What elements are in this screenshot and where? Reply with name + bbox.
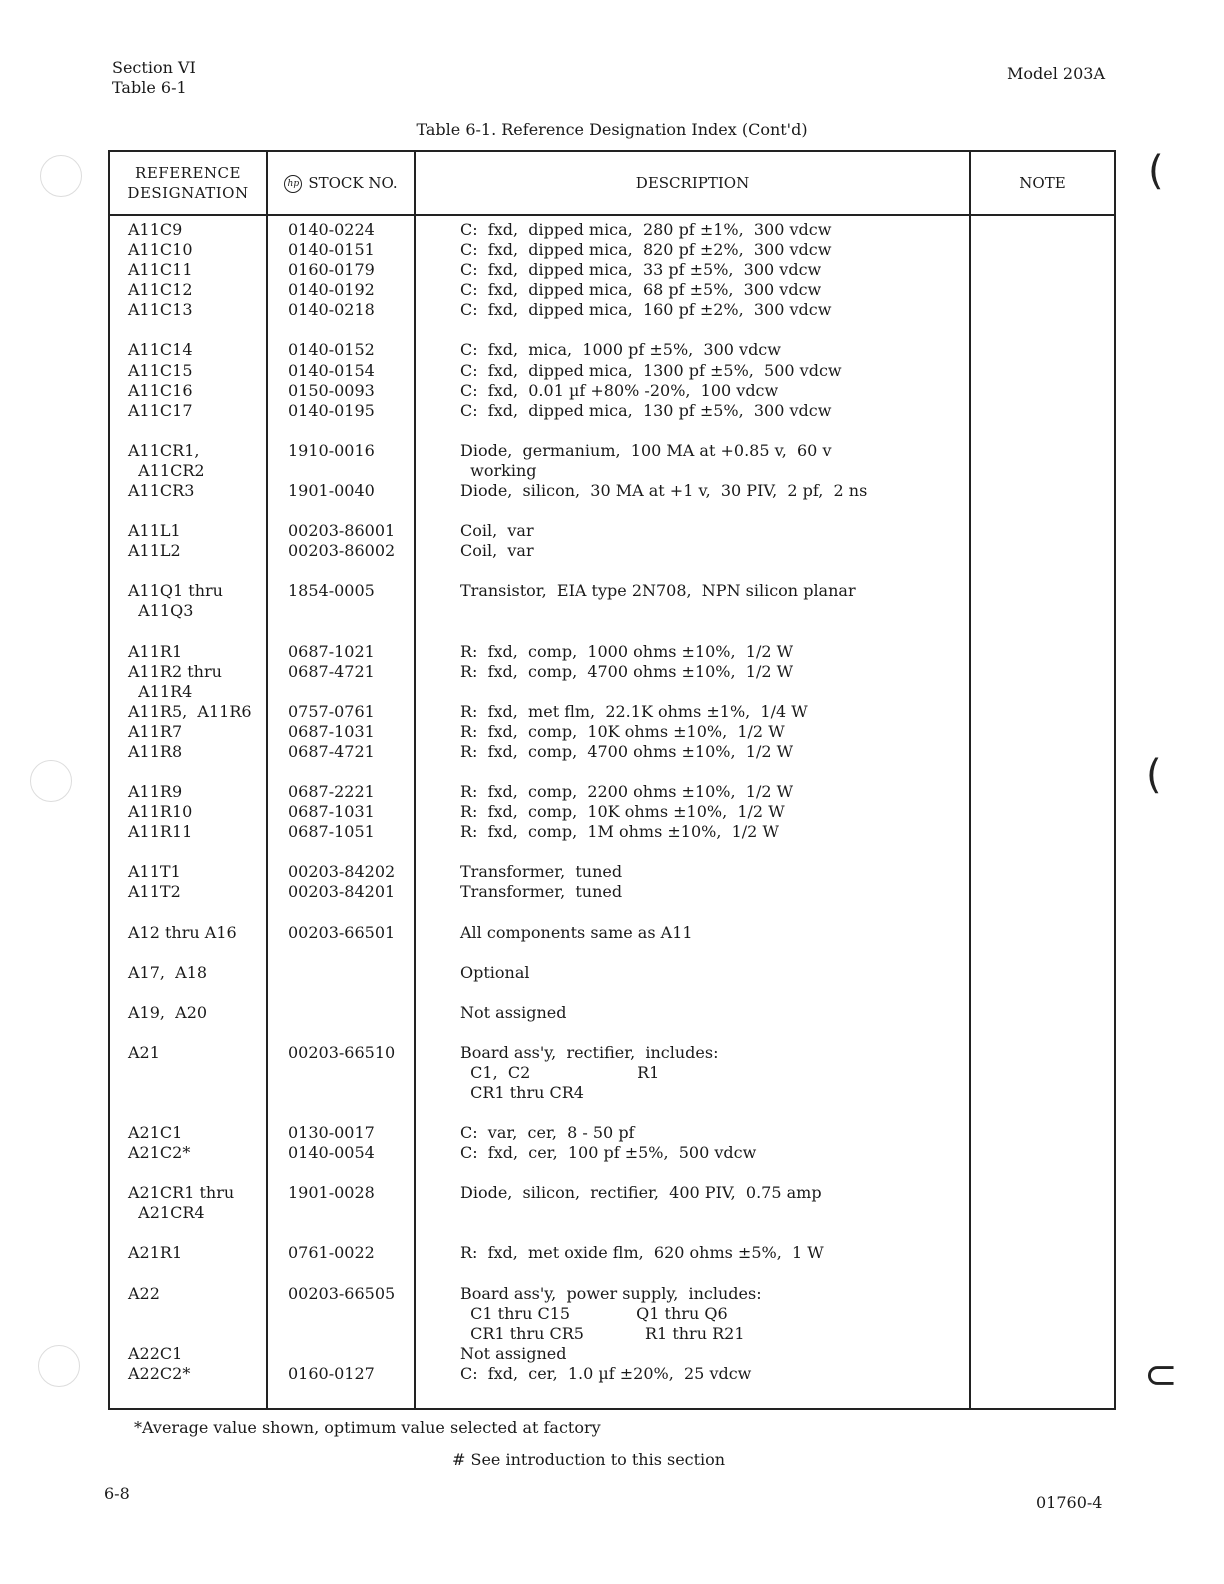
ref-cell: A11L2 <box>128 541 181 561</box>
ref-cell <box>128 1304 266 1324</box>
description-cell: CR1 thru CR4 <box>460 1083 584 1102</box>
description-cell: working <box>460 460 537 480</box>
description-cell: C: fxd, dipped mica, 68 pf ±5%, 300 vdcw <box>460 280 822 300</box>
note-column <box>970 215 1115 1409</box>
description-cell: C: fxd, dipped mica, 33 pf ±5%, 300 vdcw <box>460 260 822 280</box>
stock-cell <box>288 963 414 983</box>
description-cell: R: fxd, comp, 1M ohms ±10%, 1/2 W <box>460 822 779 842</box>
stock-cell: 0140-0224 <box>288 220 375 239</box>
description-cell: R: fxd, met oxide flm, 620 ohms ±5%, 1 W <box>460 1243 824 1263</box>
ref-cell: A11R4 <box>128 681 193 701</box>
ref-cell: A22C2* <box>128 1363 191 1383</box>
description-cell: C: fxd, cer, 1.0 µf ±20%, 25 vdcw <box>460 1363 752 1383</box>
ref-cell <box>128 1063 266 1083</box>
ref-cell: A22C1 <box>128 1343 183 1363</box>
description-cell <box>460 1203 969 1223</box>
stock-cell: 1910-0016 <box>288 440 375 460</box>
ref-cell: A11C9 <box>128 220 183 239</box>
stock-cell: 00203-66505 <box>288 1283 396 1303</box>
description-cell: C: fxd, mica, 1000 pf ±5%, 300 vdcw <box>460 340 781 360</box>
ref-cell: A11R11 <box>128 822 193 842</box>
ref-cell: A11C10 <box>128 240 193 260</box>
ref-cell: A11L1 <box>128 521 181 541</box>
ref-cell: A21CR1 thru <box>128 1183 235 1203</box>
stock-cell <box>288 1203 414 1223</box>
description-cell: R: fxd, comp, 1000 ohms ±10%, 1/2 W <box>460 641 794 661</box>
ref-cell: A11R8 <box>128 741 183 761</box>
stock-cell: 0140-0054 <box>288 1143 375 1163</box>
document-number: 01760-4 <box>1036 1493 1103 1512</box>
description-cell <box>460 601 969 621</box>
description-cell: Coil, var <box>460 521 534 541</box>
ref-cell: A11T2 <box>128 882 181 902</box>
stock-cell <box>288 601 414 621</box>
ref-cell: A11R10 <box>128 802 193 822</box>
ref-cell: A11R5, A11R6 <box>128 701 252 721</box>
description-cell: C1, C2 R1 <box>460 1062 660 1082</box>
stock-cell: 00203-86002 <box>288 541 396 561</box>
description-cell: C1 thru C15 Q1 thru Q6 <box>460 1303 728 1323</box>
ref-cell: A11CR3 <box>128 481 195 501</box>
stock-cell: 0687-2221 <box>288 782 375 802</box>
reference-designation-table <box>108 150 1116 1410</box>
ref-cell: A11C13 <box>128 300 193 320</box>
description-cell: Optional <box>460 962 530 982</box>
ref-cell: A21C2* <box>128 1143 191 1163</box>
footnote-average-value: *Average value shown, optimum value selected at factory <box>134 1418 601 1437</box>
stock-cell: 0687-4721 <box>288 661 375 681</box>
stock-cell: 0687-1051 <box>288 822 375 842</box>
stock-cell: 1901-0028 <box>288 1183 375 1203</box>
ref-cell: A11CR2 <box>128 460 205 480</box>
margin-mark: ( <box>1148 148 1164 194</box>
ref-cell: A11T1 <box>128 862 181 882</box>
description-cell: C: fxd, 0.01 µf +80% -20%, 100 vdcw <box>460 380 779 400</box>
table-header-row <box>109 151 1115 215</box>
table-title: Table 6-1. Reference Designation Index (Cont'd) <box>416 120 808 139</box>
description-cell: C: fxd, dipped mica, 160 pf ±2%, 300 vdcw <box>460 300 832 320</box>
ref-cell: A11Q1 thru <box>128 581 223 601</box>
description-cell: Coil, var <box>460 541 534 561</box>
description-cell: Diode, silicon, rectifier, 400 PIV, 0.75 amp <box>460 1183 822 1203</box>
stock-cell: 00203-84202 <box>288 862 396 882</box>
model-label: Model 203A <box>1007 64 1106 83</box>
description-cell: R: fxd, comp, 4700 ohms ±10%, 1/2 W <box>460 661 794 681</box>
description-cell: C: fxd, dipped mica, 820 pf ±2%, 300 vdcw <box>460 240 832 260</box>
reference-column <box>109 215 267 1409</box>
description-cell: R: fxd, comp, 4700 ohms ±10%, 1/2 W <box>460 741 794 761</box>
ref-cell: A21CR4 <box>128 1203 205 1223</box>
stock-cell <box>288 461 414 481</box>
description-cell: C: fxd, dipped mica, 280 pf ±1%, 300 vdcw <box>460 220 832 239</box>
stock-cell: 1854-0005 <box>288 581 375 601</box>
description-cell: Transformer, tuned <box>460 862 623 882</box>
stock-cell: 0761-0022 <box>288 1243 375 1263</box>
table-ref-label: Table 6-1 <box>112 78 187 97</box>
binder-hole <box>38 1345 80 1387</box>
ref-cell: A11C16 <box>128 380 193 400</box>
margin-mark: ( <box>1146 752 1162 798</box>
page-number: 6-8 <box>104 1484 130 1503</box>
ref-cell: A11Q3 <box>128 601 194 621</box>
stock-cell: 0687-1031 <box>288 721 375 741</box>
header-note: NOTE <box>970 151 1115 215</box>
description-column <box>415 215 970 1409</box>
description-cell: R: fxd, comp, 10K ohms ±10%, 1/2 W <box>460 721 785 741</box>
table-body-row <box>109 215 1115 1409</box>
stock-cell: 0757-0761 <box>288 701 375 721</box>
footnote-see-intro: # See introduction to this section <box>452 1450 726 1469</box>
hp-logo-icon: hp <box>284 175 302 193</box>
description-cell: C: fxd, cer, 100 pf ±5%, 500 vdcw <box>460 1143 757 1163</box>
binder-hole <box>40 155 82 197</box>
stock-cell: 0140-0192 <box>288 280 375 300</box>
stock-cell: 00203-66510 <box>288 1042 396 1062</box>
ref-cell: A11C14 <box>128 340 193 360</box>
stock-header-text: STOCK NO. <box>308 174 398 192</box>
ref-cell: A19, A20 <box>128 1002 208 1022</box>
stock-cell: 0687-4721 <box>288 741 375 761</box>
description-cell <box>460 682 969 702</box>
binder-hole <box>30 760 72 802</box>
header-reference-designation <box>109 151 267 215</box>
ref-cell: A11R1 <box>128 641 183 661</box>
ref-cell: A11CR1, <box>128 440 200 460</box>
ref-header-text: REFERENCE DESIGNATION <box>127 164 249 202</box>
ref-cell: A21R1 <box>128 1243 183 1263</box>
stock-cell: 0140-0151 <box>288 240 375 260</box>
ref-cell: A12 thru A16 <box>128 922 237 942</box>
stock-cell: 0160-0179 <box>288 260 375 280</box>
description-cell: C: fxd, dipped mica, 1300 pf ±5%, 500 vdcw <box>460 360 842 380</box>
ref-cell: A11R9 <box>128 782 183 802</box>
ref-cell: A11C11 <box>128 260 193 280</box>
stock-cell: 00203-86001 <box>288 521 396 541</box>
description-cell: R: fxd, met flm, 22.1K ohms ±1%, 1/4 W <box>460 701 808 721</box>
stock-cell: 0140-0195 <box>288 400 375 420</box>
description-cell: R: fxd, comp, 2200 ohms ±10%, 1/2 W <box>460 782 794 802</box>
stock-cell: 0687-1031 <box>288 802 375 822</box>
ref-cell: A17, A18 <box>128 962 208 982</box>
ref-cell: A11R2 thru <box>128 661 222 681</box>
stock-cell <box>288 1063 414 1083</box>
description-cell: C: var, cer, 8 - 50 pf <box>460 1123 635 1143</box>
description-cell: Board ass'y, rectifier, includes: <box>460 1042 719 1062</box>
section-label: Section VI <box>112 58 196 77</box>
stock-cell <box>288 1083 414 1103</box>
stock-cell <box>288 1304 414 1324</box>
stock-column <box>267 215 415 1409</box>
ref-cell: A11C12 <box>128 280 193 300</box>
margin-mark: ⊂ <box>1144 1352 1178 1398</box>
description-cell: Not assigned <box>460 1343 567 1363</box>
description-cell: Board ass'y, power supply, includes: <box>460 1283 762 1303</box>
ref-cell <box>128 1083 266 1103</box>
stock-cell: 0140-0218 <box>288 300 375 320</box>
description-cell: All components same as A11 <box>460 922 693 942</box>
stock-cell: 0140-0154 <box>288 360 375 380</box>
stock-cell: 0150-0093 <box>288 380 375 400</box>
ref-cell: A11C15 <box>128 360 193 380</box>
ref-cell: A11R7 <box>128 721 183 741</box>
stock-cell: 00203-84201 <box>288 882 396 902</box>
stock-cell: 1901-0040 <box>288 481 375 501</box>
stock-cell: 0687-1021 <box>288 641 375 661</box>
description-cell: Diode, germanium, 100 MA at +0.85 v, 60 v <box>460 440 832 460</box>
ref-cell: A21C1 <box>128 1123 183 1143</box>
description-cell: CR1 thru CR5 R1 thru R21 <box>460 1323 745 1343</box>
stock-cell <box>288 1344 414 1364</box>
stock-cell: 0130-0017 <box>288 1123 375 1143</box>
stock-cell: 00203-66501 <box>288 922 396 942</box>
stock-cell <box>288 1324 414 1344</box>
description-cell: Not assigned <box>460 1002 567 1022</box>
stock-cell: 0160-0127 <box>288 1363 375 1383</box>
ref-cell: A11C17 <box>128 400 193 420</box>
stock-cell <box>288 1003 414 1023</box>
stock-cell <box>288 682 414 702</box>
description-cell: R: fxd, comp, 10K ohms ±10%, 1/2 W <box>460 802 785 822</box>
description-cell: Transformer, tuned <box>460 882 623 902</box>
ref-cell: A22 <box>128 1283 160 1303</box>
description-cell: Transistor, EIA type 2N708, NPN silicon planar <box>460 581 856 601</box>
description-cell: Diode, silicon, 30 MA at +1 v, 30 PIV, 2 pf, 2 ns <box>460 481 868 501</box>
description-cell: C: fxd, dipped mica, 130 pf ±5%, 300 vdcw <box>460 400 832 420</box>
header-description: DESCRIPTION <box>415 151 970 215</box>
ref-cell <box>128 1324 266 1344</box>
stock-cell: 0140-0152 <box>288 340 375 360</box>
ref-cell: A21 <box>128 1042 160 1062</box>
header-stock-no <box>267 151 415 215</box>
